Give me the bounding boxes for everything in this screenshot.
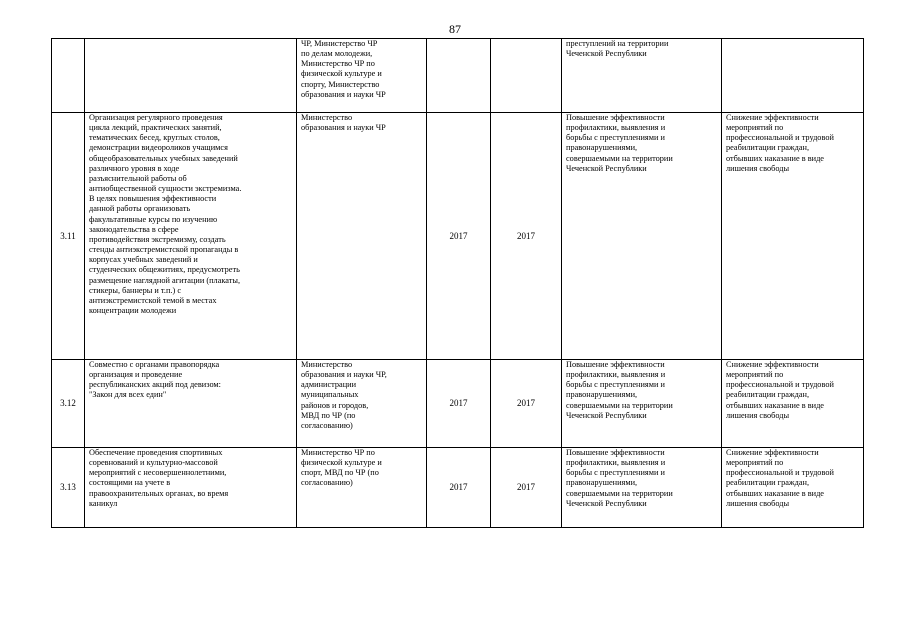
end-year-cell: 2017 <box>491 113 562 360</box>
expected-result-cell: преступлений на территории Чеченской Республики <box>562 39 722 113</box>
expected-result-cell: Повышение эффективности профилактики, выявления и борьбы с преступлениями и правонарушениями, совершаемыми на территории Чеченской Республики <box>562 113 722 360</box>
non-implementation-consequence-cell: Снижение эффективности мероприятий по профессиональной и трудовой реабилитации граждан, отбывших наказание в виде лишения свободы <box>722 113 864 360</box>
table-row <box>52 448 864 528</box>
row-number-cell: 3.12 <box>52 360 85 448</box>
table-row <box>52 113 864 360</box>
non-implementation-consequence-cell <box>722 39 864 113</box>
start-year-cell: 2017 <box>427 113 491 360</box>
executor-cell: ЧР, Министерство ЧР по делам молодежи, Министерство ЧР по физической культуре и спорту, Министерство образования и науки ЧР <box>297 39 427 113</box>
activity-cell: Совместно с органами правопорядка организация и проведение республиканских акций под девизом: "Закон для всех един" <box>85 360 297 448</box>
activity-cell: Организация регулярного проведения цикла лекций, практических занятий, тематических бесед, круглых столов, демонстрации видеороликов учащимся общеобразовательных учебных заведений различного уровня в ходе разъяснительной работы об антиобщественной сущности экстремизма. В целях повышения эффективности данной работы организовать факультативные курсы по изучению законодательства в сфере противодействия экстремизму, создать стенды антиэкстремистской пропаганды в корпусах учебных заведений и студенческих общежитиях, предусмотреть размещение наглядной агитации (плакаты, стикеры, баннеры и т.п.) с антиэкстремистской темой в местах концентрации молодежи <box>85 113 297 360</box>
expected-result-cell: Повышение эффективности профилактики, выявления и борьбы с преступлениями и правонарушениями, совершаемыми на территории Чеченской Республики <box>562 448 722 528</box>
row-number-cell <box>52 39 85 113</box>
table-row <box>52 39 864 113</box>
executor-cell: Министерство образования и науки ЧР <box>297 113 427 360</box>
end-year-cell: 2017 <box>491 448 562 528</box>
end-year-cell: 2017 <box>491 360 562 448</box>
start-year-cell <box>427 39 491 113</box>
expected-result-cell: Повышение эффективности профилактики, выявления и борьбы с преступлениями и правонарушениями, совершаемыми на территории Чеченской Республики <box>562 360 722 448</box>
end-year-cell <box>491 39 562 113</box>
row-number-cell: 3.13 <box>52 448 85 528</box>
page-number: 87 <box>449 22 461 36</box>
non-implementation-consequence-cell: Снижение эффективности мероприятий по профессиональной и трудовой реабилитации граждан, отбывших наказание в виде лишения свободы <box>722 360 864 448</box>
row-number-cell: 3.11 <box>52 113 85 360</box>
table-row <box>52 360 864 448</box>
executor-cell: Министерство ЧР по физической культуре и спорт, МВД по ЧР (по согласованию) <box>297 448 427 528</box>
start-year-cell: 2017 <box>427 360 491 448</box>
action-plan-table <box>51 38 864 528</box>
activity-cell: Обеспечение проведения спортивных соревнований и культурно-массовой мероприятий с несовершеннолетними, состоящими на учете в правоохранительных органах, во время каникул <box>85 448 297 528</box>
start-year-cell: 2017 <box>427 448 491 528</box>
activity-cell <box>85 39 297 113</box>
executor-cell: Министерство образования и науки ЧР, администрации муниципальных районов и городов, МВД по ЧР (по согласованию) <box>297 360 427 448</box>
non-implementation-consequence-cell: Снижение эффективности мероприятий по профессиональной и трудовой реабилитации граждан, отбывших наказание в виде лишения свободы <box>722 448 864 528</box>
